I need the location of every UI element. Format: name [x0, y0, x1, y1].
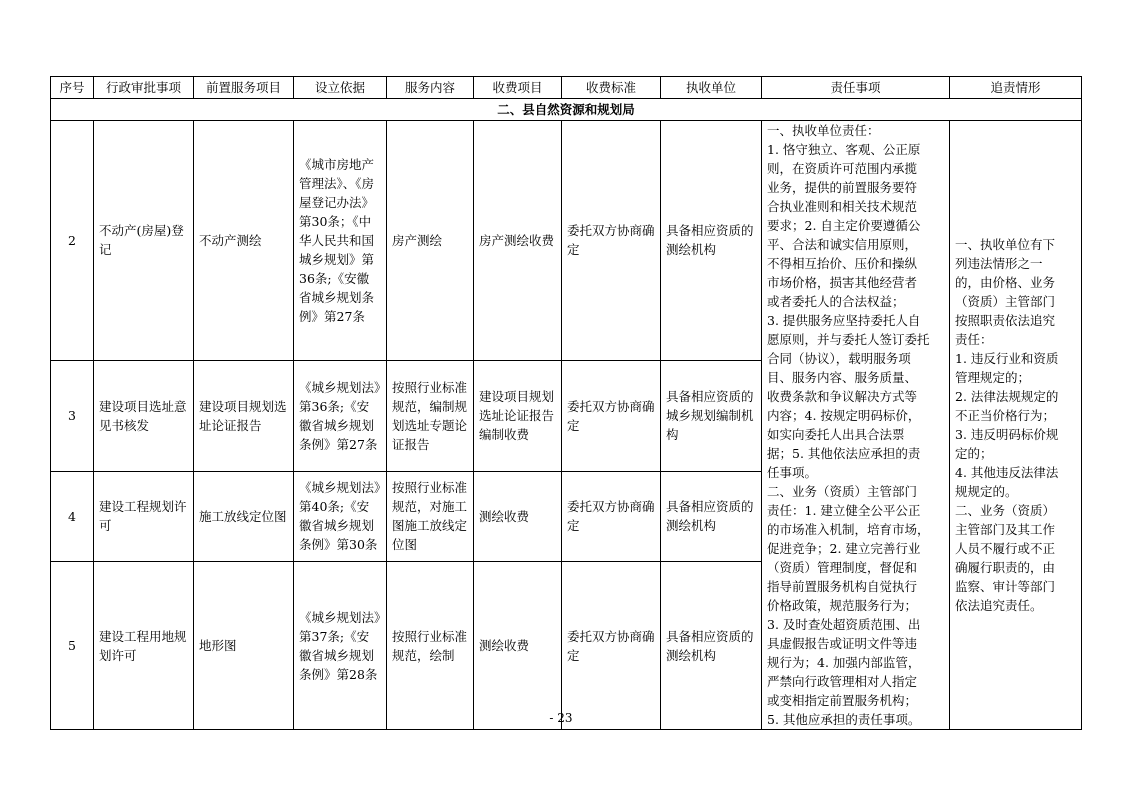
duty-line: 业务，提供的前置服务要符 — [767, 180, 918, 195]
duty-line: 1. 恪守独立、客观、公正原 — [767, 142, 921, 157]
header-cell: 责任事项 — [762, 77, 950, 99]
service-content: 按照行业标准规范，对施工图施工放线定位图 — [387, 471, 474, 562]
legal-basis: 《城市房地产管理法》、《房屋登记办法》第30条；《中华人民共和国城乡规划》第36条;《安徽省城乡规划条例》第27条 — [294, 121, 387, 361]
accountability-line: 2. 法律法规规定的 — [955, 389, 1059, 404]
fee-standard: 委托双方协商确定 — [562, 471, 661, 562]
accountability-line: 监察、审计等部门 — [955, 579, 1056, 594]
header-cell: 行政审批事项 — [94, 77, 194, 99]
table-row — [51, 121, 1082, 361]
accountability-line: （资质）主管部门 — [955, 294, 1056, 309]
header-cell: 执收单位 — [661, 77, 762, 99]
duty-line: 合执业准则和相关技术规范 — [767, 199, 918, 214]
section-title: 二、县自然资源和规划局 — [51, 99, 1082, 121]
service-content: 按照行业标准规范，编制规划选址专题论证报告 — [387, 360, 474, 471]
fee-standard: 委托双方协商确定 — [562, 562, 661, 730]
fee-standard: 委托双方协商确定 — [562, 360, 661, 471]
duties-cell — [762, 121, 950, 730]
accountability-line: 的，由价格、业务 — [955, 275, 1056, 290]
duty-line: 或变相指定前置服务机构； — [767, 693, 918, 708]
duty-line: 任事项。 — [767, 465, 818, 480]
header-cell: 收费项目 — [474, 77, 562, 99]
row-number: 2 — [51, 121, 94, 361]
accountability-line: 列违法情形之一 — [955, 256, 1043, 271]
duty-line: （资质）管理制度，督促和 — [767, 560, 918, 575]
fee-table — [50, 76, 1082, 730]
header-row — [51, 77, 1082, 99]
pre-service: 不动产测绘 — [194, 121, 294, 361]
accountability-cell — [950, 121, 1082, 730]
fee-item: 建设项目规划选址论证报告编制收费 — [474, 360, 562, 471]
header-cell: 前置服务项目 — [194, 77, 294, 99]
accountability-line: 一、执收单位有下 — [955, 237, 1056, 252]
duty-line: 促进竞争；2. 建立完善行业 — [767, 541, 921, 556]
approval-item: 建设项目选址意见书核发 — [94, 360, 194, 471]
duty-line: 严禁向行政管理相对人指定 — [767, 674, 918, 689]
accountability-line: 确履行职责的，由 — [955, 560, 1056, 575]
duty-line: 愿原则，并与委托人签订委托 — [767, 332, 930, 347]
fee-item: 房产测绘收费 — [474, 121, 562, 361]
collecting-unit: 具备相应资质的城乡规划编制机构 — [661, 360, 762, 471]
header-cell: 收费标准 — [562, 77, 661, 99]
accountability-line: 人员不履行或不正 — [955, 541, 1056, 556]
duties-list — [767, 121, 944, 729]
duty-line: 二、业务（资质）主管部门 — [767, 484, 918, 499]
accountability-line: 规规定的。 — [955, 484, 1018, 499]
duty-line: 市场价格，损害其他经营者 — [767, 275, 918, 290]
duty-line: 或者委托人的合法权益； — [767, 294, 905, 309]
fee-item: 测绘收费 — [474, 562, 562, 730]
duty-line: 一、执收单位责任： — [767, 123, 880, 138]
duty-line: 合同（协议），载明服务项 — [767, 351, 911, 366]
row-number: 4 — [51, 471, 94, 562]
approval-item: 不动产(房屋)登记 — [94, 121, 194, 361]
fee-item: 测绘收费 — [474, 471, 562, 562]
duty-line: 收费条款和争议解决方式等 — [767, 389, 918, 404]
accountability-line: 不正当价格行为； — [955, 408, 1056, 423]
pre-service: 地形图 — [194, 562, 294, 730]
duty-line: 5. 其他应承担的责任事项。 — [767, 712, 921, 727]
duty-line: 平、合法和诚实信用原则， — [767, 237, 918, 252]
duty-line: 如实向委托人出具合法票 — [767, 427, 905, 442]
duty-line: 不得相互抬价、压价和操纵 — [767, 256, 918, 271]
accountability-list — [955, 235, 1076, 615]
legal-basis: 《城乡规划法》第36条;《安徽省城乡规划条例》第27条 — [294, 360, 387, 471]
approval-item: 建设工程用地规划许可 — [94, 562, 194, 730]
collecting-unit: 具备相应资质的测绘机构 — [661, 562, 762, 730]
duty-line: 责任：1. 建立健全公平公正 — [767, 503, 921, 518]
accountability-line: 1. 违反行业和资质 — [955, 351, 1059, 366]
duty-line: 指导前置服务机构自觉执行 — [767, 579, 918, 594]
duty-line: 内容；4. 按规定明码标价， — [767, 408, 921, 423]
collecting-unit: 具备相应资质的测绘机构 — [661, 471, 762, 562]
service-content: 房产测绘 — [387, 121, 474, 361]
accountability-line: 依法追究责任。 — [955, 598, 1043, 613]
duty-line: 据；5. 其他依法应承担的责 — [767, 446, 921, 461]
duty-line: 3. 及时查处超资质范围、出 — [767, 617, 921, 632]
accountability-line: 责任： — [955, 332, 993, 347]
header-cell: 序号 — [51, 77, 94, 99]
duty-line: 规行为；4. 加强内部监管， — [767, 655, 921, 670]
accountability-line: 二、业务（资质） — [955, 503, 1056, 518]
accountability-line: 4. 其他违反法律法 — [955, 465, 1059, 480]
duty-line: 具虚假报告或证明文件等违 — [767, 636, 918, 651]
accountability-line: 主管部门及其工作 — [955, 522, 1056, 537]
legal-basis: 《城乡规划法》第37条;《安徽省城乡规划条例》第28条 — [294, 562, 387, 730]
header-cell: 设立依据 — [294, 77, 387, 99]
row-number: 5 — [51, 562, 94, 730]
page-number: - 23 — [549, 711, 573, 725]
header-cell: 追责情形 — [950, 77, 1082, 99]
section-row — [51, 99, 1082, 121]
approval-item: 建设工程规划许可 — [94, 471, 194, 562]
header-cell: 服务内容 — [387, 77, 474, 99]
legal-basis: 《城乡规划法》第40条;《安徽省城乡规划条例》第30条 — [294, 471, 387, 562]
fee-standard: 委托双方协商确定 — [562, 121, 661, 361]
row-number: 3 — [51, 360, 94, 471]
duty-line: 要求；2. 自主定价要遵循公 — [767, 218, 921, 233]
pre-service: 施工放线定位图 — [194, 471, 294, 562]
collecting-unit: 具备相应资质的测绘机构 — [661, 121, 762, 361]
duty-line: 目、服务内容、服务质量、 — [767, 370, 918, 385]
service-content: 按照行业标准规范，绘制 — [387, 562, 474, 730]
accountability-line: 按照职责依法追究 — [955, 313, 1056, 328]
duty-line: 的市场准入机制，培育市场， — [767, 522, 930, 537]
duty-line: 3. 提供服务应坚持委托人自 — [767, 313, 921, 328]
accountability-line: 管理规定的； — [955, 370, 1031, 385]
duty-line: 则，在资质许可范围内承揽 — [767, 161, 918, 176]
accountability-line: 定的； — [955, 446, 993, 461]
pre-service: 建设项目规划选址论证报告 — [194, 360, 294, 471]
accountability-line: 3. 违反明码标价规 — [955, 427, 1059, 442]
duty-line: 价格政策，规范服务行为； — [767, 598, 918, 613]
